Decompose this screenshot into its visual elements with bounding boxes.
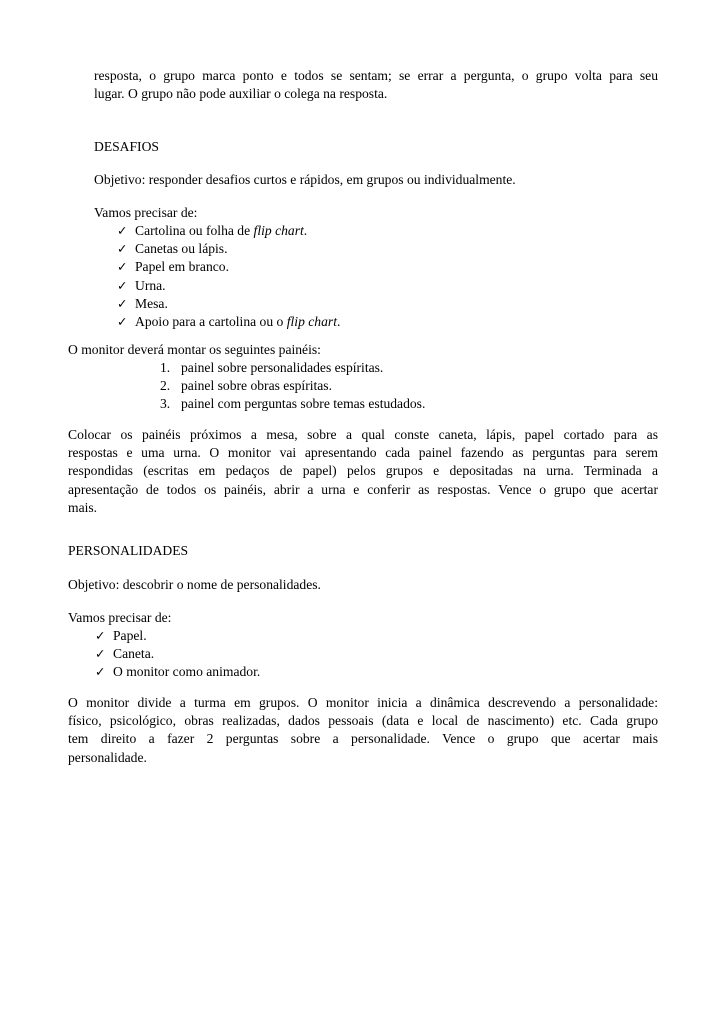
desafios-heading: DESAFIOS	[94, 139, 159, 154]
paragraph-line: personalidade.	[68, 749, 147, 765]
paragraph-line: respondidas (escritas em pedaços de papel) pelos grupos e depositadas na urna. Terminada a	[68, 463, 658, 479]
desafios-paragraph	[68, 426, 658, 517]
list-item: ✓ Canetas ou lápis.	[117, 240, 340, 258]
list-item: ✓ Mesa.	[117, 295, 340, 313]
list-item: ✓ Papel.	[95, 627, 260, 645]
desafios-needs-label: Vamos precisar de:	[94, 205, 198, 220]
intro-line: lugar. O grupo não pode auxiliar o colega na resposta.	[94, 86, 388, 102]
paragraph-line: físico, psicológico, obras realizadas, dados pessoais (data e local de nascimento) etc. Cada grupo	[68, 713, 658, 729]
checkmark-icon: ✓	[95, 664, 106, 680]
paragraph-line: apresentação de todos os painéis, abrir a urna e conferir as respostas. Vence o grupo que acertar	[68, 481, 658, 497]
list-item: ✓ Caneta.	[95, 645, 260, 663]
checkmark-icon: ✓	[117, 259, 128, 275]
paragraph-line: respostas e uma urna. O monitor vai apresentando cada painel fazendo as perguntas para serem	[68, 445, 658, 461]
list-item: ✓ Papel em branco.	[117, 258, 340, 276]
paragraph-line: mais.	[68, 499, 98, 515]
personalidades-objective: Objetivo: descobrir o nome de personalidades.	[68, 577, 321, 592]
list-item: ✓ Apoio para a cartolina ou o flip chart.	[117, 313, 340, 331]
list-item: ✓ O monitor como animador.	[95, 663, 260, 681]
intro-paragraph	[94, 67, 658, 103]
list-item: 1. painel sobre personalidades espíritas.	[160, 360, 384, 375]
personalidades-heading: PERSONALIDADES	[68, 543, 189, 558]
desafios-checklist	[117, 222, 340, 331]
checkmark-icon: ✓	[117, 223, 128, 238]
monitor-intro: O monitor deverá montar os seguintes painéis:	[68, 342, 321, 357]
personalidades-paragraph	[68, 694, 658, 767]
intro-line: resposta, o grupo marca ponto e todos se sentam; se errar a pergunta, o grupo volta para seu	[94, 68, 658, 83]
checkmark-icon: ✓	[117, 314, 128, 330]
checkmark-icon: ✓	[95, 628, 106, 643]
personalidades-checklist	[95, 627, 260, 682]
paragraph-line: O monitor divide a turma em grupos. O monitor inicia a dinâmica descrevendo a personalidade:	[68, 695, 658, 710]
checkmark-icon: ✓	[95, 646, 106, 662]
list-item: ✓ Urna.	[117, 277, 340, 295]
list-item: ✓ Cartolina ou folha de flip chart.	[117, 222, 340, 240]
list-item: 3. painel com perguntas sobre temas estudados.	[160, 396, 426, 412]
personalidades-needs-label: Vamos precisar de:	[68, 610, 172, 625]
list-item: 2. painel sobre obras espíritas.	[160, 378, 332, 394]
checkmark-icon: ✓	[117, 277, 128, 293]
panels-list	[160, 359, 425, 414]
checkmark-icon: ✓	[117, 295, 128, 311]
paragraph-line: tem direito a fazer 2 perguntas sobre a personalidade. Vence o grupo que acertar mais	[68, 731, 658, 747]
desafios-objective: Objetivo: responder desafios curtos e rápidos, em grupos ou individualmente.	[94, 172, 516, 187]
paragraph-line: Colocar os painéis próximos a mesa, sobre a qual conste caneta, lápis, papel cortado para as	[68, 427, 658, 442]
checkmark-icon: ✓	[117, 241, 128, 257]
